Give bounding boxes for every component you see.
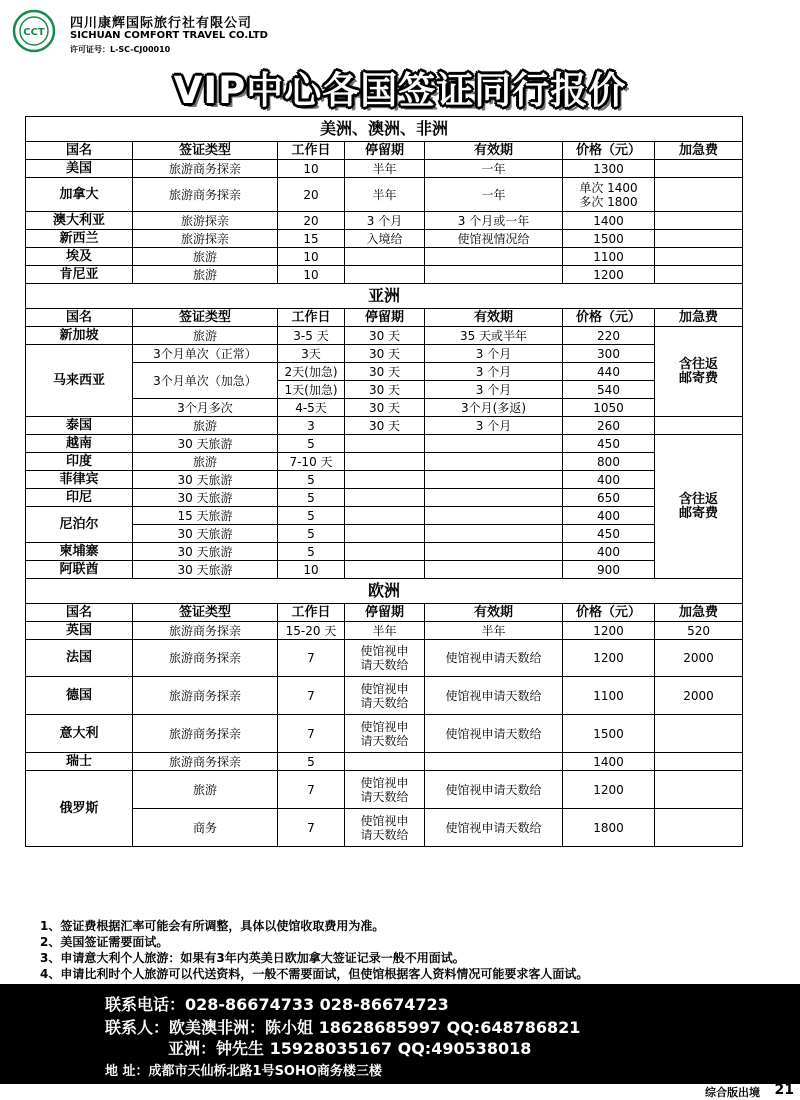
table-cell: 1400 <box>563 212 655 230</box>
country-name: 菲律宾 <box>26 471 133 489</box>
table-cell: 20 <box>278 212 345 230</box>
table-row <box>26 561 743 579</box>
table-row <box>26 363 743 381</box>
table-cell: 30 天 <box>345 399 425 417</box>
license-number: 许可证号：L-SC-CJ00010 <box>70 45 171 54</box>
table-cell: 使馆视申 请天数给 <box>345 715 425 753</box>
company-header <box>10 6 790 58</box>
table-cell: 30 天 <box>345 417 425 435</box>
column-header: 停留期 <box>345 309 425 327</box>
country-name: 柬埔寨 <box>26 543 133 561</box>
column-header: 有效期 <box>425 142 563 160</box>
table-row <box>26 248 743 266</box>
table-cell: 旅游 <box>133 327 278 345</box>
table-cell: 1300 <box>563 160 655 178</box>
table-cell: 7 <box>278 771 345 809</box>
country-name: 尼泊尔 <box>26 507 133 543</box>
table-cell: 30 天旅游 <box>133 489 278 507</box>
table-cell: 旅游商务探亲 <box>133 640 278 677</box>
country-name: 德国 <box>26 677 133 715</box>
table-cell <box>655 753 743 771</box>
table-cell: 650 <box>563 489 655 507</box>
table-cell: 300 <box>563 345 655 363</box>
table-cell: 使馆视申请天数给 <box>425 715 563 753</box>
table-cell: 1200 <box>563 622 655 640</box>
table-cell: 7-10 天 <box>278 453 345 471</box>
table-cell: 30 天旅游 <box>133 471 278 489</box>
column-header: 价格（元） <box>563 142 655 160</box>
visa-price-table <box>25 116 743 847</box>
contact-footer <box>0 984 800 1084</box>
column-header: 签证类型 <box>133 142 278 160</box>
column-header: 价格（元） <box>563 604 655 622</box>
column-header: 价格（元） <box>563 309 655 327</box>
section-title-row <box>26 117 743 142</box>
table-cell: 商务 <box>133 809 278 847</box>
country-name: 泰国 <box>26 417 133 435</box>
table-cell <box>425 543 563 561</box>
table-cell: 使馆视申 请天数给 <box>345 640 425 677</box>
contact-person-america: 联系人：欧美澳非洲：陈小姐 18628685997 QQ:648786821 <box>105 1018 581 1037</box>
table-cell: 旅游 <box>133 417 278 435</box>
table-cell: 入境给 <box>345 230 425 248</box>
country-name: 阿联酋 <box>26 561 133 579</box>
table-cell <box>655 248 743 266</box>
table-cell <box>425 248 563 266</box>
table-cell: 400 <box>563 471 655 489</box>
table-row <box>26 640 743 677</box>
table-cell: 旅游探亲 <box>133 212 278 230</box>
section-title-row <box>26 579 743 604</box>
table-cell: 2000 <box>655 677 743 715</box>
country-name: 越南 <box>26 435 133 453</box>
table-cell: 400 <box>563 507 655 525</box>
company-name-en: SICHUAN COMFORT TRAVEL CO.LTD <box>70 30 268 41</box>
table-row <box>26 178 743 212</box>
country-name: 俄罗斯 <box>26 771 133 847</box>
table-row <box>26 453 743 471</box>
table-cell: 1100 <box>563 248 655 266</box>
column-header-row <box>26 604 743 622</box>
country-name: 美国 <box>26 160 133 178</box>
table-cell: 30 天 <box>345 381 425 399</box>
table-row <box>26 345 743 363</box>
table-cell: 旅游商务探亲 <box>133 677 278 715</box>
table-cell: 1500 <box>563 715 655 753</box>
table-cell: 35 天或半年 <box>425 327 563 345</box>
table-row <box>26 160 743 178</box>
table-cell <box>425 489 563 507</box>
table-cell <box>345 525 425 543</box>
table-cell <box>345 543 425 561</box>
table-cell: 3-5 天 <box>278 327 345 345</box>
logo-text: CCT <box>23 27 45 38</box>
table-cell <box>345 489 425 507</box>
table-cell: 使馆视申 请天数给 <box>345 677 425 715</box>
table-row <box>26 771 743 809</box>
table-cell: 10 <box>278 561 345 579</box>
table-cell: 1200 <box>563 771 655 809</box>
table-cell: 450 <box>563 525 655 543</box>
table-cell: 旅游 <box>133 453 278 471</box>
column-header-row <box>26 142 743 160</box>
table-row <box>26 622 743 640</box>
table-cell: 半年 <box>345 178 425 212</box>
table-cell: 1天(加急) <box>278 381 345 399</box>
table-cell: 15 天旅游 <box>133 507 278 525</box>
table-row <box>26 507 743 525</box>
table-cell: 使馆视申 请天数给 <box>345 771 425 809</box>
column-header: 停留期 <box>345 604 425 622</box>
column-header-row <box>26 309 743 327</box>
page-title: VIP中心各国签证同行报价 <box>173 69 627 112</box>
column-header: 国名 <box>26 309 133 327</box>
table-cell: 旅游商务探亲 <box>133 753 278 771</box>
table-cell: 一年 <box>425 178 563 212</box>
column-header: 工作日 <box>278 142 345 160</box>
table-row <box>26 677 743 715</box>
column-header: 加急费 <box>655 142 743 160</box>
table-cell <box>345 266 425 284</box>
table-cell: 220 <box>563 327 655 345</box>
table-cell: 1800 <box>563 809 655 847</box>
table-cell: 3 个月或一年 <box>425 212 563 230</box>
table-row <box>26 489 743 507</box>
table-cell: 1500 <box>563 230 655 248</box>
table-cell: 5 <box>278 507 345 525</box>
country-name: 印度 <box>26 453 133 471</box>
page-footer <box>0 1084 800 1100</box>
country-name: 马来西亚 <box>26 345 133 417</box>
table-cell: 5 <box>278 543 345 561</box>
country-name: 埃及 <box>26 248 133 266</box>
table-cell: 3个月多次 <box>133 399 278 417</box>
table-cell: 3 个月 <box>425 345 563 363</box>
section-title: 美洲、澳洲、非洲 <box>26 117 743 142</box>
table-row <box>26 327 743 345</box>
section-title-row <box>26 284 743 309</box>
table-cell: 540 <box>563 381 655 399</box>
table-cell: 30 天旅游 <box>133 561 278 579</box>
column-header: 国名 <box>26 142 133 160</box>
table-cell: 3 个月 <box>345 212 425 230</box>
note-item: 1、签证费根据汇率可能会有所调整，具体以使馆收取费用为准。 <box>40 919 385 933</box>
column-header: 签证类型 <box>133 604 278 622</box>
country-name: 新加坡 <box>26 327 133 345</box>
column-header: 工作日 <box>278 309 345 327</box>
table-cell: 1100 <box>563 677 655 715</box>
table-cell <box>345 561 425 579</box>
column-header: 有效期 <box>425 309 563 327</box>
table-cell <box>425 561 563 579</box>
table-cell: 15 <box>278 230 345 248</box>
table-cell: 一年 <box>425 160 563 178</box>
table-cell: 半年 <box>345 160 425 178</box>
table-cell: 旅游 <box>133 248 278 266</box>
table-row <box>26 266 743 284</box>
table-cell <box>425 471 563 489</box>
table-cell: 单次 1400 多次 1800 <box>563 178 655 212</box>
table-cell <box>345 753 425 771</box>
table-cell <box>345 507 425 525</box>
table-cell: 4-5天 <box>278 399 345 417</box>
table-cell: 3个月(多返) <box>425 399 563 417</box>
country-name: 印尼 <box>26 489 133 507</box>
table-row <box>26 753 743 771</box>
table-cell: 10 <box>278 266 345 284</box>
table-cell: 1400 <box>563 753 655 771</box>
table-row <box>26 525 743 543</box>
table-cell: 5 <box>278 435 345 453</box>
table-cell: 7 <box>278 809 345 847</box>
table-cell <box>425 753 563 771</box>
country-name: 法国 <box>26 640 133 677</box>
table-cell: 使馆视申请天数给 <box>425 771 563 809</box>
page-number: 21 <box>774 1082 794 1098</box>
column-header: 停留期 <box>345 142 425 160</box>
table-cell: 20 <box>278 178 345 212</box>
note-item: 2、美国签证需要面试。 <box>40 935 169 949</box>
section-title: 欧洲 <box>26 579 743 604</box>
table-cell: 3 个月 <box>425 363 563 381</box>
contact-person-asia: 亚洲：钟先生 15928035167 QQ:490538018 <box>168 1039 532 1058</box>
table-cell <box>345 471 425 489</box>
table-row <box>26 399 743 417</box>
table-cell: 7 <box>278 677 345 715</box>
table-cell: 2000 <box>655 640 743 677</box>
table-cell <box>425 525 563 543</box>
table-row <box>26 212 743 230</box>
table-cell: 520 <box>655 622 743 640</box>
country-name: 瑞士 <box>26 753 133 771</box>
magazine-section: 综合版出境 <box>705 1086 760 1099</box>
table-cell <box>655 178 743 212</box>
table-cell <box>655 417 743 435</box>
table-cell: 5 <box>278 489 345 507</box>
table-cell: 400 <box>563 543 655 561</box>
company-name-cn: 四川康辉国际旅行社有限公司 <box>70 16 253 31</box>
table-cell: 1050 <box>563 399 655 417</box>
table-cell: 5 <box>278 471 345 489</box>
table-row <box>26 715 743 753</box>
table-cell: 半年 <box>345 622 425 640</box>
column-header: 国名 <box>26 604 133 622</box>
table-cell: 5 <box>278 525 345 543</box>
table-cell <box>655 212 743 230</box>
note-item: 3、申请意大利个人旅游：如果有3年内英美日欧加拿大签证记录一般不用面试。 <box>40 951 465 965</box>
column-header: 加急费 <box>655 309 743 327</box>
table-cell: 5 <box>278 753 345 771</box>
table-cell: 2天(加急) <box>278 363 345 381</box>
table-cell: 1200 <box>563 640 655 677</box>
table-cell: 使馆视申请天数给 <box>425 640 563 677</box>
column-header: 加急费 <box>655 604 743 622</box>
table-cell: 3 <box>278 417 345 435</box>
table-cell <box>655 715 743 753</box>
table-cell: 7 <box>278 640 345 677</box>
table-cell <box>425 507 563 525</box>
country-name: 意大利 <box>26 715 133 753</box>
table-cell: 900 <box>563 561 655 579</box>
table-cell: 使馆视情况给 <box>425 230 563 248</box>
section-title: 亚洲 <box>26 284 743 309</box>
country-name: 新西兰 <box>26 230 133 248</box>
table-cell: 440 <box>563 363 655 381</box>
table-cell: 旅游 <box>133 771 278 809</box>
table-cell: 3天 <box>278 345 345 363</box>
table-cell: 30 天 <box>345 345 425 363</box>
country-name: 肯尼亚 <box>26 266 133 284</box>
table-cell <box>655 771 743 809</box>
country-name: 英国 <box>26 622 133 640</box>
table-cell: 1200 <box>563 266 655 284</box>
table-cell: 使馆视申请天数给 <box>425 677 563 715</box>
table-cell: 使馆视申请天数给 <box>425 809 563 847</box>
table-cell <box>345 248 425 266</box>
table-cell: 7 <box>278 715 345 753</box>
table-cell: 30 天 <box>345 363 425 381</box>
table-cell: 10 <box>278 248 345 266</box>
table-cell <box>655 266 743 284</box>
table-cell: 使馆视申 请天数给 <box>345 809 425 847</box>
column-header: 签证类型 <box>133 309 278 327</box>
table-cell <box>345 453 425 471</box>
table-cell: 30 天 <box>345 327 425 345</box>
table-cell: 半年 <box>425 622 563 640</box>
table-cell <box>655 809 743 847</box>
table-cell: 450 <box>563 435 655 453</box>
table-cell: 10 <box>278 160 345 178</box>
table-cell: 3个月单次（正常） <box>133 345 278 363</box>
table-cell <box>425 266 563 284</box>
table-cell: 旅游商务探亲 <box>133 715 278 753</box>
table-cell: 800 <box>563 453 655 471</box>
contact-phone: 联系电话：028-86674733 028-86674723 <box>105 995 449 1014</box>
table-row <box>26 417 743 435</box>
rush-fee-note: 含往返 邮寄费 <box>655 327 743 417</box>
column-header: 有效期 <box>425 604 563 622</box>
note-item: 4、申请比利时个人旅游可以代送资料，一般不需要面试，但使馆根据客人资料情况可能要求客人面试。 <box>40 967 589 981</box>
table-cell: 旅游商务探亲 <box>133 622 278 640</box>
country-name: 澳大利亚 <box>26 212 133 230</box>
table-row <box>26 809 743 847</box>
table-cell: 旅游探亲 <box>133 230 278 248</box>
table-cell: 旅游 <box>133 266 278 284</box>
table-cell <box>655 230 743 248</box>
company-logo <box>12 9 56 53</box>
contact-address: 地 址：成都市天仙桥北路1号SOHO商务楼三楼 <box>105 1064 382 1079</box>
table-cell: 30 天旅游 <box>133 543 278 561</box>
column-header: 工作日 <box>278 604 345 622</box>
table-cell: 260 <box>563 417 655 435</box>
table-cell: 3 个月 <box>425 381 563 399</box>
table-cell <box>425 453 563 471</box>
table-cell <box>425 435 563 453</box>
table-row <box>26 543 743 561</box>
table-row <box>26 230 743 248</box>
table-row <box>26 471 743 489</box>
table-cell <box>655 160 743 178</box>
table-cell: 旅游商务探亲 <box>133 160 278 178</box>
table-cell: 旅游商务探亲 <box>133 178 278 212</box>
table-cell: 15-20 天 <box>278 622 345 640</box>
country-name: 加拿大 <box>26 178 133 212</box>
table-cell: 30 天旅游 <box>133 525 278 543</box>
table-cell <box>345 435 425 453</box>
table-cell: 30 天旅游 <box>133 435 278 453</box>
table-row <box>26 435 743 453</box>
table-cell: 3 个月 <box>425 417 563 435</box>
rush-fee-note: 含往返 邮寄费 <box>655 435 743 579</box>
table-cell: 3个月单次（加急） <box>133 363 278 399</box>
